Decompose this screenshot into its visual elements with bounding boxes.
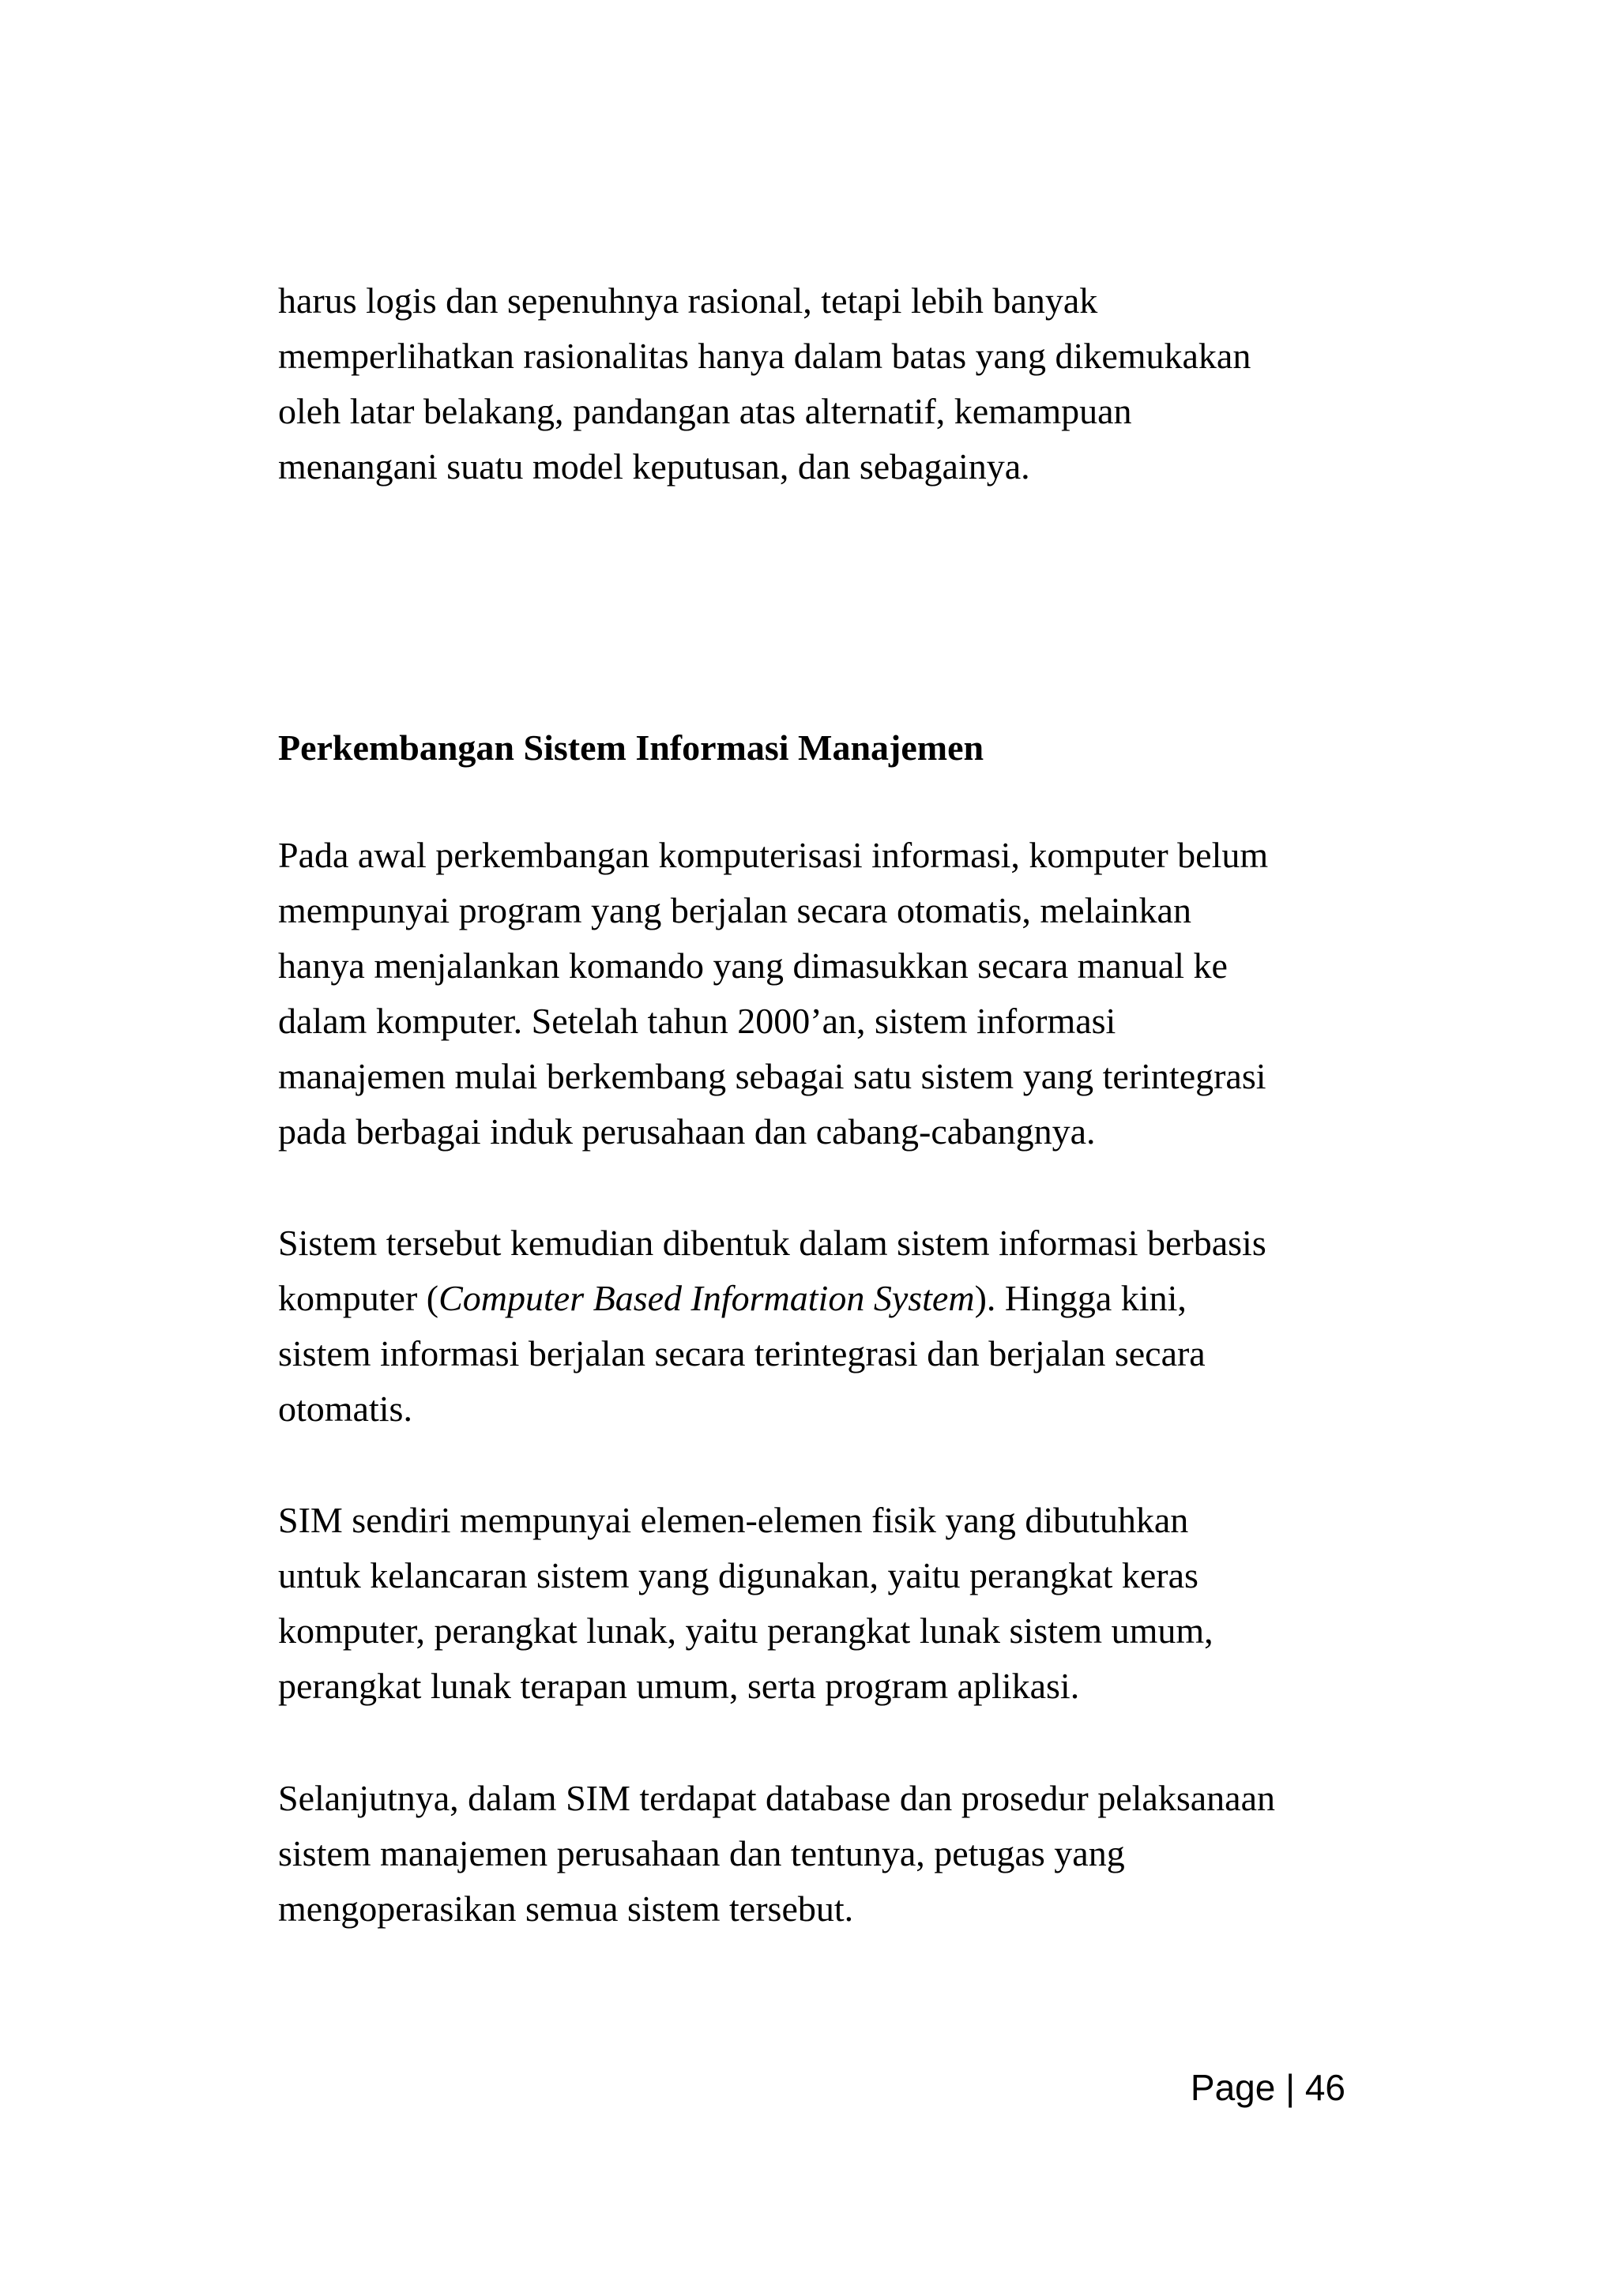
paragraph-1-line-3: hanya menjalankan komando yang dimasukkan secara manual ke	[278, 945, 1228, 986]
intro-line-2: memperlihatkan rasionalitas hanya dalam batas yang dikemukakan	[278, 336, 1251, 376]
intro-line-1: harus logis dan sepenuhnya rasional, tetapi lebih banyak	[278, 280, 1098, 321]
paragraph-3-line-4: perangkat lunak terapan umum, serta program aplikasi.	[278, 1666, 1080, 1706]
page-number: Page | 46	[1190, 2067, 1345, 2108]
paragraph-2-line-2	[278, 1271, 1187, 1326]
paragraph-1-line-2: mempunyai program yang berjalan secara otomatis, melainkan	[278, 890, 1191, 930]
paragraph-3-line-3: komputer, perangkat lunak, yaitu perangkat lunak sistem umum,	[278, 1610, 1214, 1651]
paragraph-2-line-2-after: ). Hingga kini,	[974, 1278, 1187, 1318]
intro-line-4: menangani suatu model keputusan, dan sebagainya.	[278, 446, 1030, 487]
paragraph-2-line-2-before: komputer (	[278, 1278, 439, 1318]
section-heading: Perkembangan Sistem Informasi Manajemen	[278, 727, 984, 768]
paragraph-4-line-2: sistem manajemen perusahaan dan tentunya, petugas yang	[278, 1833, 1125, 1873]
paragraph-2-italic-term: Computer Based Information System	[438, 1278, 975, 1318]
paragraph-2-line-1: Sistem tersebut kemudian dibentuk dalam sistem informasi berbasis	[278, 1223, 1266, 1263]
paragraph-1-line-1: Pada awal perkembangan komputerisasi informasi, komputer belum	[278, 835, 1269, 875]
paragraph-4-line-3: mengoperasikan semua sistem tersebut.	[278, 1888, 854, 1929]
paragraph-3-line-2: untuk kelancaran sistem yang digunakan, yaitu perangkat keras	[278, 1555, 1198, 1595]
paragraph-4-line-1: Selanjutnya, dalam SIM terdapat database dan prosedur pelaksanaan	[278, 1778, 1275, 1818]
intro-line-3: oleh latar belakang, pandangan atas alternatif, kemampuan	[278, 391, 1132, 431]
paragraph-1-line-5: manajemen mulai berkembang sebagai satu sistem yang terintegrasi	[278, 1056, 1266, 1096]
paragraph-2-line-3: sistem informasi berjalan secara terintegrasi dan berjalan secara	[278, 1333, 1206, 1373]
paragraph-1-line-6: pada berbagai induk perusahaan dan cabang-cabangnya.	[278, 1111, 1096, 1152]
paragraph-1-line-4: dalam komputer. Setelah tahun 2000’an, sistem informasi	[278, 1001, 1116, 1041]
paragraph-3-line-1: SIM sendiri mempunyai elemen-elemen fisik yang dibutuhkan	[278, 1500, 1189, 1540]
paragraph-2-line-4: otomatis.	[278, 1388, 412, 1429]
